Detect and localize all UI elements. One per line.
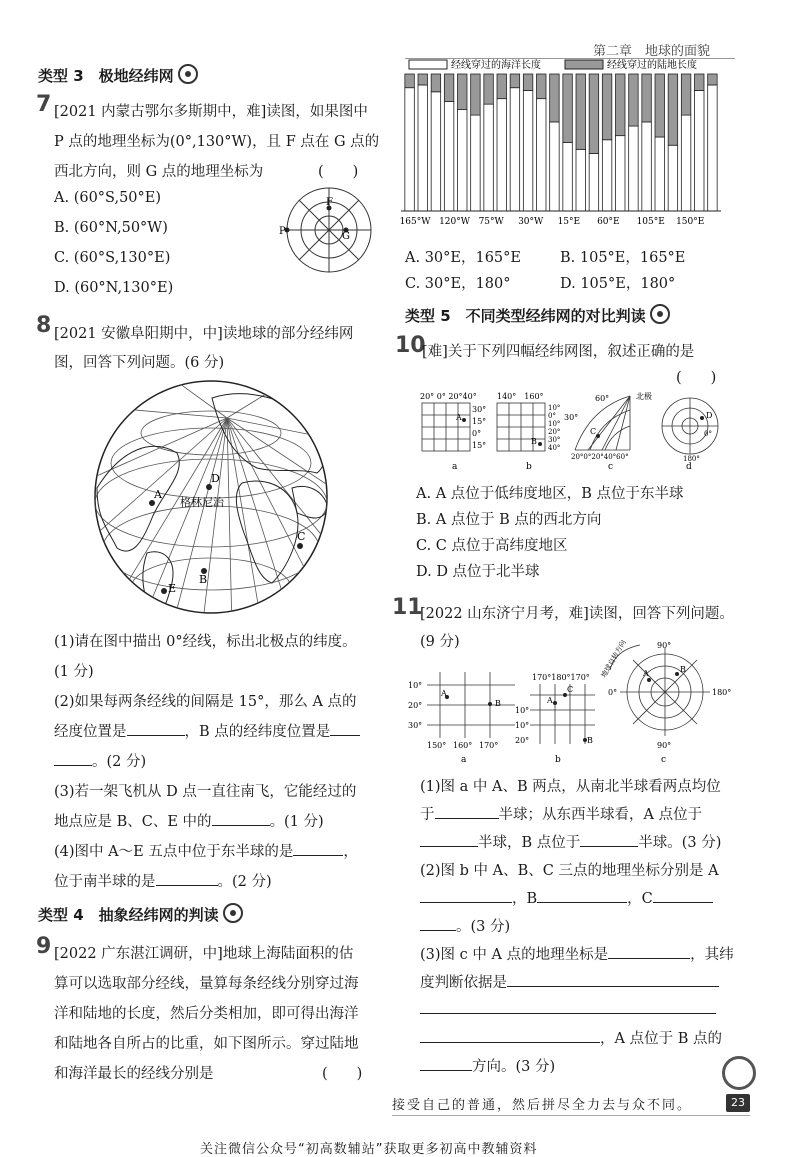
ocean-bar-12 — [563, 143, 572, 212]
q8-answer-blank-south[interactable] — [156, 871, 218, 886]
q7-polar-grid-figure — [280, 185, 380, 275]
page-number-badge: 23 — [726, 1094, 750, 1112]
land-bar-22 — [695, 74, 704, 90]
q9-line4: 和陆地各自所占的比重，如下图所示。穿过陆地 — [54, 1036, 359, 1052]
q8-globe-figure — [92, 378, 332, 618]
x-tick-label-6: 105°E — [636, 217, 665, 227]
q9-answer-paren: ( ) — [322, 1066, 363, 1082]
q11-fig-c-point-b: B — [680, 665, 686, 674]
q7-line2: P 点的地理坐标为(0°,130°W)，且 F 点在 G 点的 — [54, 134, 380, 150]
q11-fig-c-rotation-label: 地球自转方向 — [599, 638, 628, 679]
q10-fig-a-right-3: 15° — [472, 441, 487, 450]
q10-fig-c-point-c: C — [590, 427, 597, 436]
globe-label-greenwich: 格林尼治 — [180, 496, 224, 509]
q10-fig-b-caption: b — [526, 462, 532, 472]
q11-fig-b-caption: b — [555, 755, 561, 765]
ocean-bar-8 — [510, 88, 519, 211]
q7-option-c: C. (60°S,130°E) — [54, 250, 171, 266]
q11-sub3-line3 — [420, 999, 716, 1018]
q8-sub4-score: 。(2 分) — [217, 874, 272, 890]
q11-line1: [2022 山东济宁月考，难]读图，回答下列问题。 — [420, 606, 734, 622]
ocean-bar-7 — [497, 99, 506, 211]
q8-answer-blank-flight[interactable] — [212, 811, 270, 826]
ocean-bar-16 — [616, 136, 625, 211]
q7-fig-label-f: F — [326, 197, 333, 208]
q8-sub4-text-b: 位于南半球的是 — [54, 874, 156, 890]
q10-option-c: C. C 点位于高纬度地区 — [416, 538, 568, 554]
question-number-10: 10 — [395, 333, 426, 358]
q11-answer-blank-coord-b[interactable] — [537, 888, 627, 903]
q7-line1: [2021 内蒙古鄂尔多斯期中，难]读图，如果图中 — [54, 104, 368, 120]
q11-fig-a-point-a: A — [441, 689, 447, 698]
q11-sub1-score: 半球。(3 分) — [638, 835, 722, 851]
q11-fig-a-left-2: 30° — [408, 721, 423, 730]
q11-answer-blank-coord-a[interactable] — [420, 888, 512, 903]
target-icon — [178, 64, 198, 84]
q9-line2: 算可以选取部分经线，量算每条经线分别穿过海 — [54, 976, 359, 992]
q7-option-a: A. (60°S,50°E) — [54, 190, 162, 206]
q11-fig-a-left-0: 10° — [408, 681, 423, 690]
q8-sub3-line1: (3)若一架飞机从 D 点一直往南飞，它能经过的 — [54, 784, 357, 800]
ocean-bar-11 — [550, 122, 559, 211]
q9-option-a: A. 30°E，165°E — [405, 250, 521, 266]
q7-line3: 西北方向，则 G 点的地理坐标为 — [54, 164, 264, 180]
q11-fig-a-bottom-2: 170° — [479, 741, 499, 750]
globe-label-e: E — [168, 582, 177, 595]
q10-fig-a-right-0: 30° — [472, 405, 487, 414]
q11-fig-a-caption: a — [461, 755, 467, 765]
land-bar-0 — [405, 74, 414, 88]
land-bar-6 — [484, 74, 493, 104]
q11-answer-blank-coord-c[interactable] — [653, 888, 713, 903]
question-number-7: 7 — [36, 92, 52, 117]
q9-bar-chart — [395, 58, 735, 238]
q8-line1: [2021 安徽阜阳期中，中]读地球的部分经纬网 — [54, 326, 354, 342]
q11-grid-figures — [405, 640, 735, 765]
q11-sub1-line1: (1)图 a 中 A、B 两点，从南北半球看两点均位 — [420, 779, 721, 795]
q11-fig-b-point-c: C — [567, 685, 574, 694]
q10-answer-paren: ( ) — [676, 370, 717, 386]
q9-option-c: C. 30°E，180° — [405, 276, 511, 292]
q11-sub3-line5 — [420, 1055, 555, 1076]
q11-fig-c-left-label: 0° — [608, 688, 618, 697]
q10-fig-b-right-5: 40° — [548, 444, 561, 452]
ocean-bar-22 — [695, 90, 704, 211]
q11-sub2-score: 。(3 分) — [456, 919, 511, 935]
q8-answer-blank-east[interactable] — [293, 841, 343, 856]
q11-fig-c-caption: c — [661, 755, 667, 765]
land-bar-7 — [497, 74, 506, 99]
x-tick-label-1: 120°W — [439, 217, 471, 227]
q11-fig-c-top-label: 90° — [657, 641, 672, 650]
legend-swatch-land — [565, 60, 603, 69]
land-bar-15 — [602, 74, 611, 140]
q11-sub3-line1 — [420, 943, 734, 964]
q8-sub2-text-a: 经度位置是 — [54, 724, 127, 740]
land-bar-9 — [523, 74, 532, 90]
q11-fig-b-left-2: 20° — [515, 736, 530, 745]
q11-answer-blank-b-hemisphere[interactable] — [580, 832, 638, 847]
q11-sub1-line2 — [420, 803, 702, 824]
section-4-title: 类型 4 抽象经纬网的判读 — [38, 903, 243, 925]
q10-fig-a-top-labels: 20° 0° 20°40° — [420, 392, 477, 401]
q11-answer-blank-basis[interactable] — [507, 972, 719, 987]
section-3-title: 类型 3 极地经纬网 — [38, 64, 198, 86]
q11-sub2-text-b: ，B — [512, 891, 538, 907]
legend-swatch-ocean — [409, 60, 447, 69]
q8-sub2-line3 — [54, 750, 146, 771]
x-tick-label-4: 15°E — [557, 217, 581, 227]
question-number-9: 9 — [36, 934, 52, 959]
ocean-bar-0 — [405, 88, 414, 211]
q11-fig-a-left-1: 20° — [408, 701, 423, 710]
q8-sub1-line2: (1 分) — [54, 664, 94, 680]
q8-answer-blank-a-longitude[interactable] — [127, 721, 185, 736]
q10-fig-c-bottom-labels: 20°0°20°40°60° — [571, 453, 629, 461]
q11-sub1-text-a: 于 — [420, 807, 435, 823]
globe-label-b: B — [199, 573, 208, 586]
q11-answer-blank-direction[interactable] — [420, 1056, 472, 1071]
land-bar-20 — [668, 74, 677, 145]
q10-fig-d-point-d: D — [706, 411, 713, 420]
x-tick-label-2: 75°W — [478, 217, 504, 227]
ocean-bar-9 — [523, 90, 532, 211]
ocean-bar-23 — [708, 85, 717, 211]
ocean-bar-1 — [418, 85, 427, 211]
q11-sub3-line4 — [420, 1027, 722, 1048]
q8-answer-blank-b-coords[interactable] — [330, 721, 360, 736]
q8-sub3-score: 。(1 分) — [269, 814, 324, 830]
q10-fig-b-top-labels: 140° 160° — [497, 392, 544, 401]
watermark-text: 关注微信公众号“初高数辅站”获取更多初高中教辅资料 — [200, 1142, 538, 1157]
q11-answer-blank-a-hemisphere[interactable] — [420, 832, 478, 847]
land-bar-5 — [471, 74, 480, 115]
ocean-bar-15 — [602, 140, 611, 211]
q11-sub2-text-c: ，C — [627, 891, 653, 907]
q11-answer-blank-coord-c-cont[interactable] — [420, 916, 456, 931]
q7-fig-label-p: P — [279, 226, 286, 237]
q11-sub3-text-d: ，A 点位于 B 点的 — [600, 1031, 722, 1047]
q11-fig-a-bottom-0: 150° — [427, 741, 447, 750]
q11-sub3-text-c: 度判断依据是 — [420, 975, 507, 991]
q8-sub4-line1 — [54, 840, 358, 861]
q10-fig-c-pole-label: 北极 — [636, 392, 652, 401]
q10-grid-figures — [400, 388, 730, 472]
q10-fig-b-right-4: 30° — [548, 436, 561, 444]
land-bar-19 — [655, 74, 664, 137]
section-5-title: 类型 5 不同类型经纬网的对比判读 — [405, 304, 670, 326]
q11-answer-blank-basis-cont[interactable] — [420, 999, 716, 1014]
ocean-bar-17 — [629, 126, 638, 211]
q11-fig-b-top-labels: 170°180°170° — [532, 673, 590, 682]
q10-option-b: B. A 点位于 B 点的西北方向 — [416, 512, 602, 528]
question-number-11: 11 — [392, 595, 423, 620]
globe-label-d: D — [211, 472, 220, 485]
ocean-bar-5 — [471, 115, 480, 211]
x-tick-label-3: 30°W — [518, 217, 544, 227]
land-bar-16 — [616, 74, 625, 136]
q10-fig-b-right-0: 10° — [548, 404, 561, 412]
q11-sub1-text-b: 半球；从东西半球看，A 点位于 — [498, 807, 703, 823]
q8-line2: 图，回答下列问题。(6 分) — [54, 355, 225, 371]
q8-sub4-text-a: (4)图中 A～E 五点中位于东半球的是 — [54, 844, 294, 860]
q9-option-b: B. 105°E，165°E — [560, 250, 686, 266]
q11-fig-c-bottom-label: 90° — [657, 741, 672, 750]
q11-sub3-text-b: ，其纬 — [690, 947, 734, 963]
q10-fig-d-label-0: 0° — [704, 430, 712, 438]
q10-fig-d-label-180: 180° — [683, 455, 700, 463]
q11-sub3-score: 方向。(3 分) — [472, 1059, 556, 1075]
globe-label-a: A — [154, 488, 162, 501]
q9-option-d: D. 105°E，180° — [560, 276, 676, 292]
q11-fig-a-bottom-1: 160° — [453, 741, 473, 750]
ocean-bar-10 — [537, 99, 546, 211]
question-number-8: 8 — [36, 313, 52, 338]
land-bar-18 — [642, 74, 651, 122]
q11-line2: (9 分) — [420, 634, 460, 650]
q10-fig-a-right-2: 0° — [472, 429, 482, 438]
land-bar-2 — [431, 74, 440, 92]
corner-logo-icon — [722, 1056, 756, 1090]
q11-sub1-line3 — [420, 831, 721, 852]
ocean-bar-2 — [431, 92, 440, 211]
x-tick-label-0: 165°W — [399, 217, 431, 227]
q10-fig-c-left-label: 30° — [564, 413, 579, 422]
q8-sub2-text-b: ，B 点的经纬度位置是 — [184, 724, 331, 740]
target-icon — [223, 903, 243, 923]
q11-sub1-text-c: 半球，B 点位于 — [478, 835, 581, 851]
land-bar-23 — [708, 74, 717, 85]
land-bar-14 — [589, 74, 598, 153]
ocean-bar-20 — [668, 145, 677, 211]
q11-fig-b-left-1: 10° — [515, 721, 530, 730]
target-icon — [650, 304, 670, 324]
q10-fig-c-caption: c — [608, 462, 614, 472]
q11-sub3-text-a: (3)图 c 中 A 点的地理坐标是 — [420, 947, 609, 963]
legend-label-ocean: 经线穿过的海洋长度 — [451, 60, 541, 71]
q11-answer-blank-c-coord[interactable] — [608, 944, 690, 959]
ocean-bar-21 — [681, 115, 690, 211]
q11-fig-b-point-a: A — [547, 696, 553, 705]
ocean-bar-18 — [642, 122, 651, 211]
ocean-bar-19 — [655, 137, 664, 211]
q8-sub2-line2 — [54, 720, 360, 741]
land-bar-21 — [681, 74, 690, 115]
land-bar-1 — [418, 74, 427, 85]
ocean-bar-6 — [484, 104, 493, 211]
q8-sub4-line2 — [54, 870, 272, 891]
x-tick-label-7: 150°E — [676, 217, 705, 227]
q10-fig-b-right-1: 0° — [548, 412, 556, 420]
q11-fig-b-point-b: B — [587, 736, 593, 745]
q8-answer-blank-b-coords-cont[interactable] — [54, 751, 92, 766]
q7-option-d: D. (60°N,130°E) — [54, 280, 174, 296]
q10-option-a: A. A 点位于低纬度地区，B 点位于东半球 — [416, 486, 684, 502]
globe-label-c: C — [297, 530, 306, 543]
q11-sub2-line3 — [420, 915, 510, 936]
land-bar-8 — [510, 74, 519, 88]
footer-rule — [392, 1115, 750, 1116]
q8-sub1-line1: (1)请在图中描出 0°经线，标出北极点的纬度。 — [54, 634, 357, 650]
q11-sub2-line2 — [420, 887, 713, 908]
land-bar-12 — [563, 74, 572, 143]
q8-sub2-line1: (2)如果每两条经线的间隔是 15°，那么 A 点的 — [54, 694, 357, 710]
q10-fig-b-point-b: B — [531, 437, 537, 446]
q9-line1: [2022 广东湛江调研，中]地球上海陆面积的估 — [54, 946, 354, 962]
q10-fig-c-top-label: 60° — [595, 394, 610, 403]
q7-option-b: B. (60°N,50°W) — [54, 220, 168, 236]
land-bar-4 — [458, 74, 467, 110]
q10-fig-a-right-1: 15° — [472, 417, 487, 426]
q10-line1: [难]关于下列四幅经纬网图，叙述正确的是 — [422, 344, 695, 360]
q11-answer-blank-ns-hemisphere[interactable] — [435, 804, 499, 819]
land-bar-17 — [629, 74, 638, 126]
q11-answer-blank-basis-cont2[interactable] — [420, 1028, 600, 1043]
q11-sub3-line2 — [420, 971, 719, 992]
x-tick-label-5: 60°E — [597, 217, 620, 227]
land-bar-3 — [444, 74, 453, 101]
q10-fig-d-caption: d — [686, 462, 692, 472]
q7-fig-label-g: G — [342, 231, 350, 242]
ocean-bar-13 — [576, 149, 585, 211]
land-bar-10 — [537, 74, 546, 99]
ocean-bar-3 — [444, 101, 453, 211]
q8-sub3-text: 地点应是 B、C、E 中的 — [54, 814, 212, 830]
q8-sub3-line2 — [54, 810, 324, 831]
ocean-bar-4 — [458, 110, 467, 211]
q11-fig-a-point-b: B — [495, 699, 501, 708]
ocean-bar-14 — [589, 153, 598, 211]
q8-sub2-score: 。(2 分) — [92, 754, 147, 770]
legend-label-land: 经线穿过的陆地长度 — [607, 60, 697, 71]
land-bar-11 — [550, 74, 559, 122]
q10-option-d: D. D 点位于北半球 — [416, 564, 540, 580]
q10-fig-a-point-a: A — [456, 413, 462, 422]
q7-answer-paren: ( ) — [318, 164, 359, 180]
q11-fig-c-point-a: A — [643, 669, 649, 678]
q10-fig-a-caption: a — [452, 462, 458, 472]
q11-fig-c-right-label: 180° — [712, 688, 732, 697]
q8-sub4-comma: ， — [343, 844, 358, 860]
q10-fig-b-right-3: 20° — [548, 428, 561, 436]
q9-line3: 洋和陆地的长度，然后分类相加，即可得出海洋 — [54, 1006, 359, 1022]
motto: 接受自己的普通，然后拼尽全力去与众不同。 — [392, 1098, 693, 1113]
land-bar-13 — [576, 74, 585, 149]
q10-fig-b-right-2: 10° — [548, 420, 561, 428]
q9-line5: 和海洋最长的经线分别是 — [54, 1066, 214, 1082]
q11-fig-b-left-0: 10° — [515, 706, 530, 715]
q11-sub2-line1: (2)图 b 中 A、B、C 三点的地理坐标分别是 A — [420, 863, 719, 879]
chapter-header: 第二章 地球的面貌 — [593, 44, 711, 59]
